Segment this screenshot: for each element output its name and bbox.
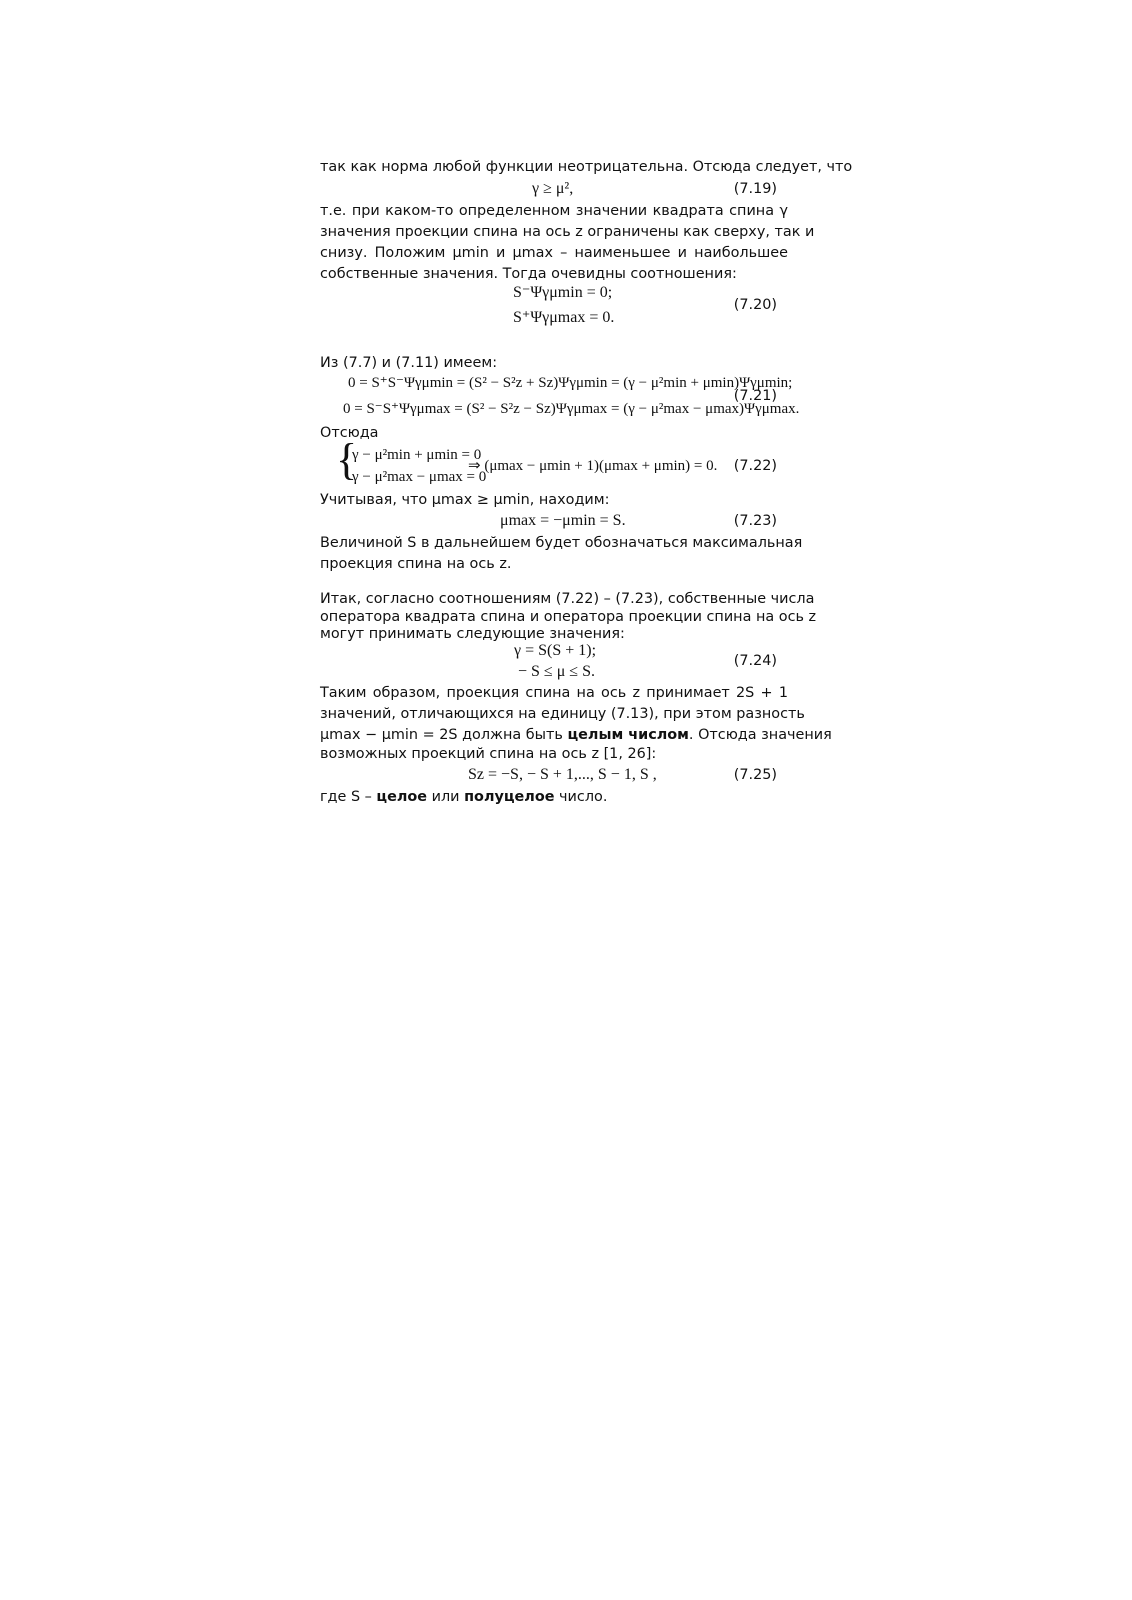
equation-7-20-line-2: S⁺Ψγμmax = 0. <box>513 309 615 326</box>
text-run: где S – <box>320 789 377 805</box>
equation-number: (7.22) <box>733 458 777 474</box>
equation-7-21-line-1: 0 = S⁺S⁻Ψγμmin = (S² − S²z + Sz)Ψγμmin = (γ − μ²min + μmin)Ψγμmin; <box>348 375 793 391</box>
text-line: Учитывая, что μmax ≥ μmin, находим: <box>320 492 610 508</box>
equation-7-22-result: ⇒ (μmax − μmin + 1)(μmax + μmin) = 0. <box>468 458 718 474</box>
text-line: т.е. при каком-то определенном значении квадрата спина γ <box>320 203 788 219</box>
text-line: Величиной S в дальнейшем будет обозначаться максимальная <box>320 535 803 551</box>
bold-term: целое <box>376 789 428 805</box>
equation-number: (7.25) <box>733 767 777 783</box>
equation-7-23: μmax = −μmin = S. <box>500 512 626 529</box>
text-line: Из (7.7) и (7.11) имеем: <box>320 355 498 371</box>
equation-7-20-line-1: S⁻Ψγμmin = 0; <box>513 284 613 301</box>
left-brace: { <box>336 435 358 484</box>
equation-7-24-line-2: − S ≤ μ ≤ S. <box>518 663 595 680</box>
equation-number: (7.23) <box>733 513 777 529</box>
equation-7-19: γ ≥ μ², <box>532 180 574 197</box>
text-line: снизу. Положим μmin и μmax – наименьшее и наибольшее <box>320 245 788 261</box>
text-run: μmax − μmin = 2S должна быть <box>320 727 568 743</box>
text-line: проекция спина на ось z. <box>320 556 512 572</box>
text-line <box>320 726 832 744</box>
text-line: оператора квадрата спина и оператора проекции спина на ось z <box>320 609 817 625</box>
equation-7-25: Sz = −S, − S + 1,..., S − 1, S , <box>468 766 657 783</box>
text-line: Отсюда <box>320 425 379 441</box>
equation-number: (7.24) <box>733 653 777 669</box>
equation-number: (7.19) <box>733 181 777 197</box>
text-run: число. <box>554 789 608 805</box>
text-run: или <box>427 789 465 805</box>
equation-7-24-line-1: γ = S(S + 1); <box>514 642 597 659</box>
text-line <box>320 788 788 806</box>
text-line: значения проекции спина на ось z ограничены как сверху, так и <box>320 224 815 240</box>
equation-number: (7.21) <box>733 388 777 404</box>
text-line: Итак, согласно соотношениям (7.22) – (7.23), собственные числа <box>320 591 815 607</box>
text-line: могут принимать следующие значения: <box>320 626 625 642</box>
equation-7-22-line-1: γ − μ²min + μmin = 0 <box>352 447 482 463</box>
text-line: так как норма любой функции неотрицательна. Отсюда следует, что <box>320 159 853 175</box>
text-run: . Отсюда значения <box>688 727 832 743</box>
text-line: возможных проекций спина на ось z [1, 26]: <box>320 746 657 762</box>
text-line: собственные значения. Тогда очевидны соотношения: <box>320 266 737 282</box>
equation-7-22-line-2: γ − μ²max − μmax = 0 <box>352 469 487 485</box>
text-line: значений, отличающихся на единицу (7.13), при этом разность <box>320 706 805 722</box>
bold-term: целым числом <box>567 727 689 743</box>
equation-7-21-line-2: 0 = S⁻S⁺Ψγμmax = (S² − S²z − Sz)Ψγμmax = (γ − μ²max − μmax)Ψγμmax. <box>343 401 800 417</box>
bold-term: полуцелое <box>464 789 555 805</box>
equation-number: (7.20) <box>733 297 777 313</box>
text-line: Таким образом, проекция спина на ось z принимает 2S + 1 <box>320 685 788 701</box>
